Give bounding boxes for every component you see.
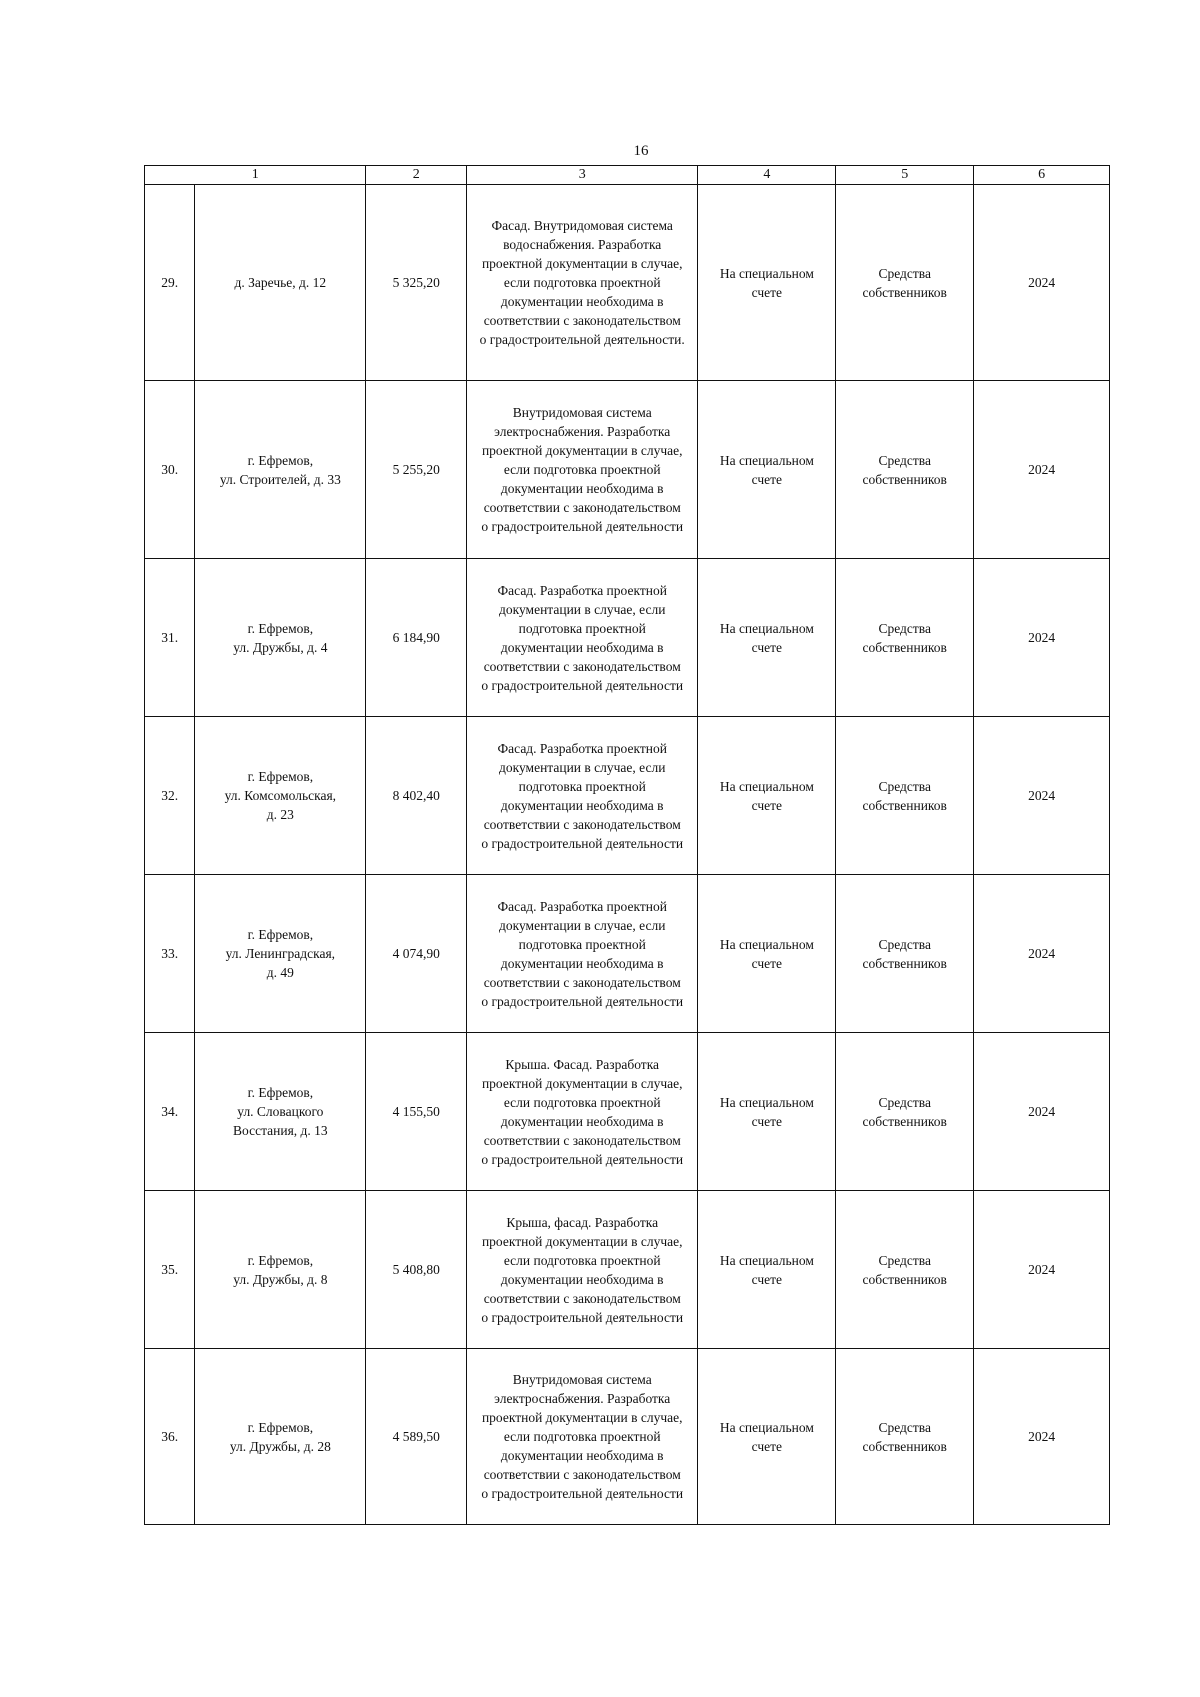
funding-source: Средства собственников [836,381,974,559]
plan-year: 2024 [974,559,1110,717]
house-area: 5 325,20 [366,185,467,381]
fund-method: На специальном счете [698,1033,836,1191]
column-header-4: 4 [698,166,836,185]
column-header-6: 6 [974,166,1110,185]
house-area: 4 155,50 [366,1033,467,1191]
plan-year: 2024 [974,1191,1110,1349]
row-number: 31. [145,559,195,717]
funding-source: Средства собственников [836,875,974,1033]
row-number: 29. [145,185,195,381]
house-area: 8 402,40 [366,717,467,875]
funding-source: Средства собственников [836,1191,974,1349]
fund-method: На специальном счете [698,717,836,875]
work-description: Фасад. Разработка проектной документации в случае, если подготовка проектной документации необходима в соответствии с законодательством о градостроительной деятельности [467,875,698,1033]
row-number: 32. [145,717,195,875]
work-description: Крыша. Фасад. Разработка проектной документации в случае, если подготовка проектной документации необходима в соответствии с законодательством о градостроительной деятельности [467,1033,698,1191]
funding-source: Средства собственников [836,559,974,717]
funding-source: Средства собственников [836,717,974,875]
work-description: Внутридомовая система электроснабжения. Разработка проектной документации в случае, если подготовка проектной документации необходима в соответствии с законодательством о градостроительной деятельности [467,381,698,559]
repair-schedule-table [144,165,1110,1525]
page-number: 16 [633,143,649,159]
table-row [145,717,1110,875]
fund-method: На специальном счете [698,559,836,717]
house-area: 6 184,90 [366,559,467,717]
house-area: 4 589,50 [366,1349,467,1525]
work-description: Крыша, фасад. Разработка проектной документации в случае, если подготовка проектной документации необходима в соответствии с законодательством о градостроительной деятельности [467,1191,698,1349]
funding-source: Средства собственников [836,1033,974,1191]
column-number-row [145,166,1110,185]
table-row [145,559,1110,717]
column-header-3: 3 [467,166,698,185]
row-number: 33. [145,875,195,1033]
column-header-1: 1 [145,166,366,185]
house-address: г. Ефремов, ул. Словацкого Восстания, д. 13 [195,1033,366,1191]
plan-year: 2024 [974,381,1110,559]
house-address: г. Ефремов, ул. Дружбы, д. 4 [195,559,366,717]
row-number: 34. [145,1033,195,1191]
work-description: Внутридомовая система электроснабжения. Разработка проектной документации в случае, если подготовка проектной документации необходима в соответствии с законодательством о градостроительной деятельности [467,1349,698,1525]
table-row [145,1349,1110,1525]
house-area: 5 255,20 [366,381,467,559]
row-number: 35. [145,1191,195,1349]
fund-method: На специальном счете [698,185,836,381]
table-row [145,185,1110,381]
work-description: Фасад. Разработка проектной документации в случае, если подготовка проектной документации необходима в соответствии с законодательством о градостроительной деятельности [467,559,698,717]
house-address: г. Ефремов, ул. Комсомольская, д. 23 [195,717,366,875]
table-row [145,875,1110,1033]
fund-method: На специальном счете [698,1191,836,1349]
row-number: 36. [145,1349,195,1525]
plan-year: 2024 [974,875,1110,1033]
work-description: Фасад. Разработка проектной документации в случае, если подготовка проектной документации необходима в соответствии с законодательством о градостроительной деятельности [467,717,698,875]
fund-method: На специальном счете [698,381,836,559]
table-row [145,381,1110,559]
funding-source: Средства собственников [836,1349,974,1525]
table-row [145,1033,1110,1191]
work-description: Фасад. Внутридомовая система водоснабжения. Разработка проектной документации в случае, если подготовка проектной документации необходима в соответствии с законодательством о градостроительной деятельности. [467,185,698,381]
column-header-2: 2 [366,166,467,185]
plan-year: 2024 [974,1349,1110,1525]
funding-source: Средства собственников [836,185,974,381]
house-address: г. Ефремов, ул. Ленинградская, д. 49 [195,875,366,1033]
table-row [145,1191,1110,1349]
house-area: 4 074,90 [366,875,467,1033]
plan-year: 2024 [974,1033,1110,1191]
column-header-5: 5 [836,166,974,185]
fund-method: На специальном счете [698,1349,836,1525]
row-number: 30. [145,381,195,559]
house-address: г. Ефремов, ул. Дружбы, д. 28 [195,1349,366,1525]
plan-year: 2024 [974,185,1110,381]
plan-year: 2024 [974,717,1110,875]
house-area: 5 408,80 [366,1191,467,1349]
house-address: д. Заречье, д. 12 [195,185,366,381]
house-address: г. Ефремов, ул. Дружбы, д. 8 [195,1191,366,1349]
house-address: г. Ефремов, ул. Строителей, д. 33 [195,381,366,559]
fund-method: На специальном счете [698,875,836,1033]
